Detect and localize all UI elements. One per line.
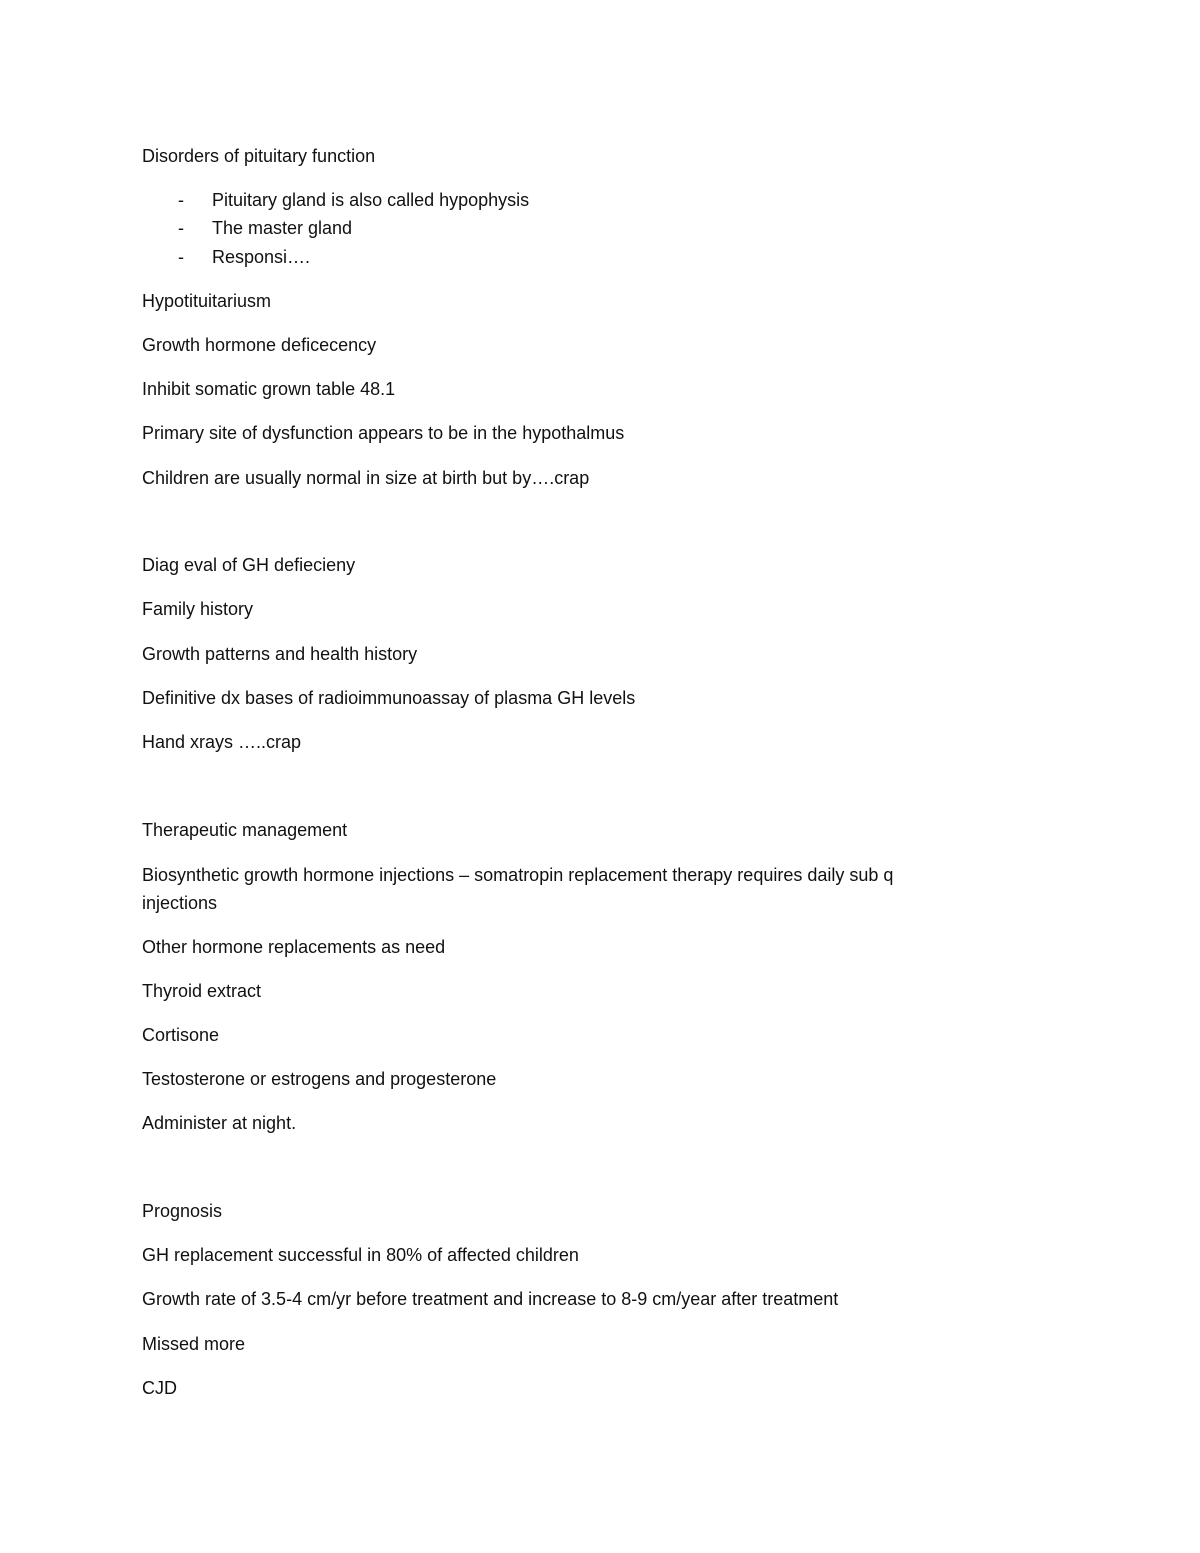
text-line: Testosterone or estrogens and progesterone [142,1069,497,1089]
section-heading-hypopituitarism: Hypotituitariusm [142,291,272,311]
text-line: Growth hormone deficecency [142,335,377,355]
section-heading-therapeutic: Therapeutic management [142,820,348,840]
text-line: GH replacement successful in 80% of affected children [142,1245,579,1265]
text-line: Growth patterns and health history [142,644,418,664]
text-line: Definitive dx bases of radioimmunoassay of plasma GH levels [142,688,636,708]
bullet-marker: - [178,190,184,210]
text-line: Growth rate of 3.5-4 cm/yr before treatment and increase to 8-9 cm/year after treatment [142,1289,839,1309]
bullet-marker: - [178,218,184,238]
bullet-marker: - [178,247,184,267]
section-heading-diag: Diag eval of GH defiecieny [142,555,356,575]
bullet-text: Pituitary gland is also called hypophysis [212,190,530,210]
text-line: Thyroid extract [142,981,262,1001]
text-line: Cortisone [142,1025,220,1045]
text-line: Administer at night. [142,1113,297,1133]
text-line: Inhibit somatic grown table 48.1 [142,379,396,399]
text-line: Family history [142,599,254,619]
text-line: Other hormone replacements as need [142,937,446,957]
text-line: Missed more [142,1334,246,1354]
text-line: Primary site of dysfunction appears to be in the hypothalmus [142,423,625,443]
text-line: Children are usually normal in size at birth but by….crap [142,468,590,488]
bullet-text: Responsi…. [212,247,311,267]
text-line: CJD [142,1378,177,1398]
section-heading-prognosis: Prognosis [142,1201,223,1221]
bullet-text: The master gland [212,218,353,238]
document-title: Disorders of pituitary function [142,146,376,166]
text-line: Biosynthetic growth hormone injections – somatropin replacement therapy requires daily sub q [142,865,894,885]
text-line: injections [142,893,218,913]
text-line: Hand xrays …..crap [142,732,302,752]
